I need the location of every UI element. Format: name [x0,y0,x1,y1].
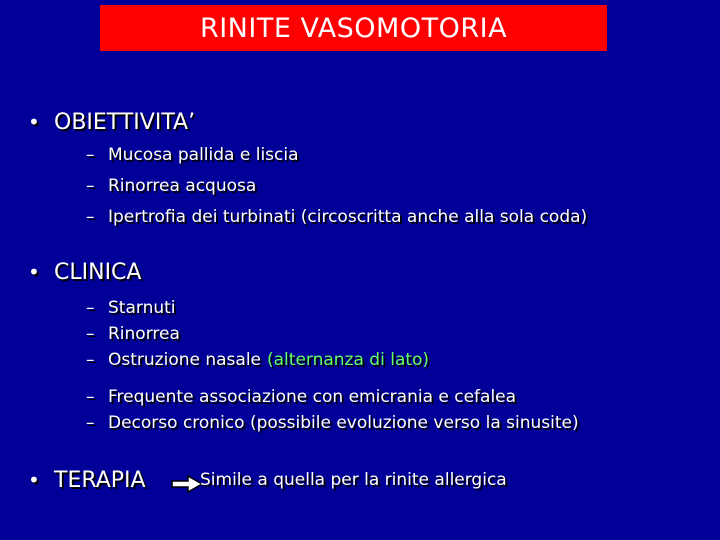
list-item-text: Rinorrea acquosa [108,176,257,196]
section-heading-clinica: CLINICA [54,260,142,285]
terapia-text: Simile a quella per la rinite allergica [200,470,507,490]
right-arrow-icon [170,474,204,494]
list-item-text: Frequente associazione con emicrania e cefalea [108,387,517,407]
list-item-text: Ipertrofia dei turbinati (circoscritta anche alla sola coda) [108,207,588,227]
list-item [86,387,516,407]
bullet: • [28,468,40,492]
dash: – [86,176,95,196]
list-item [86,324,180,344]
section-clinica [28,260,141,285]
slide-title: RINITE VASOMOTORIA [199,12,508,44]
list-item-text: Decorso cronico (possibile evoluzione verso la sinusite) [108,413,579,433]
list-item-text: Rinorrea [108,324,180,344]
title-box [100,5,607,51]
list-item-text: Mucosa pallida e liscia [108,145,299,165]
section-heading-terapia: TERAPIA [54,468,146,493]
list-item [86,145,299,165]
dash: – [86,324,95,344]
list-item-text: Ostruzione nasale [108,350,261,370]
dash: – [86,207,95,227]
section-obiettivita [28,110,195,135]
list-item [86,298,176,318]
bullet: • [28,260,40,284]
list-item-text: Starnuti [108,298,176,318]
section-terapia [28,468,146,493]
list-item [86,207,587,227]
list-item [86,413,579,433]
dash: – [86,145,95,165]
dash: – [86,350,95,370]
highlight-text: (alternanza di lato) [267,350,430,370]
dash: – [86,298,95,318]
dash: – [86,387,95,407]
section-heading-obiettivita: OBIETTIVITA’ [54,110,196,135]
bullet: • [28,110,40,134]
dash: – [86,413,95,433]
list-item [86,350,429,370]
list-item [86,176,256,196]
